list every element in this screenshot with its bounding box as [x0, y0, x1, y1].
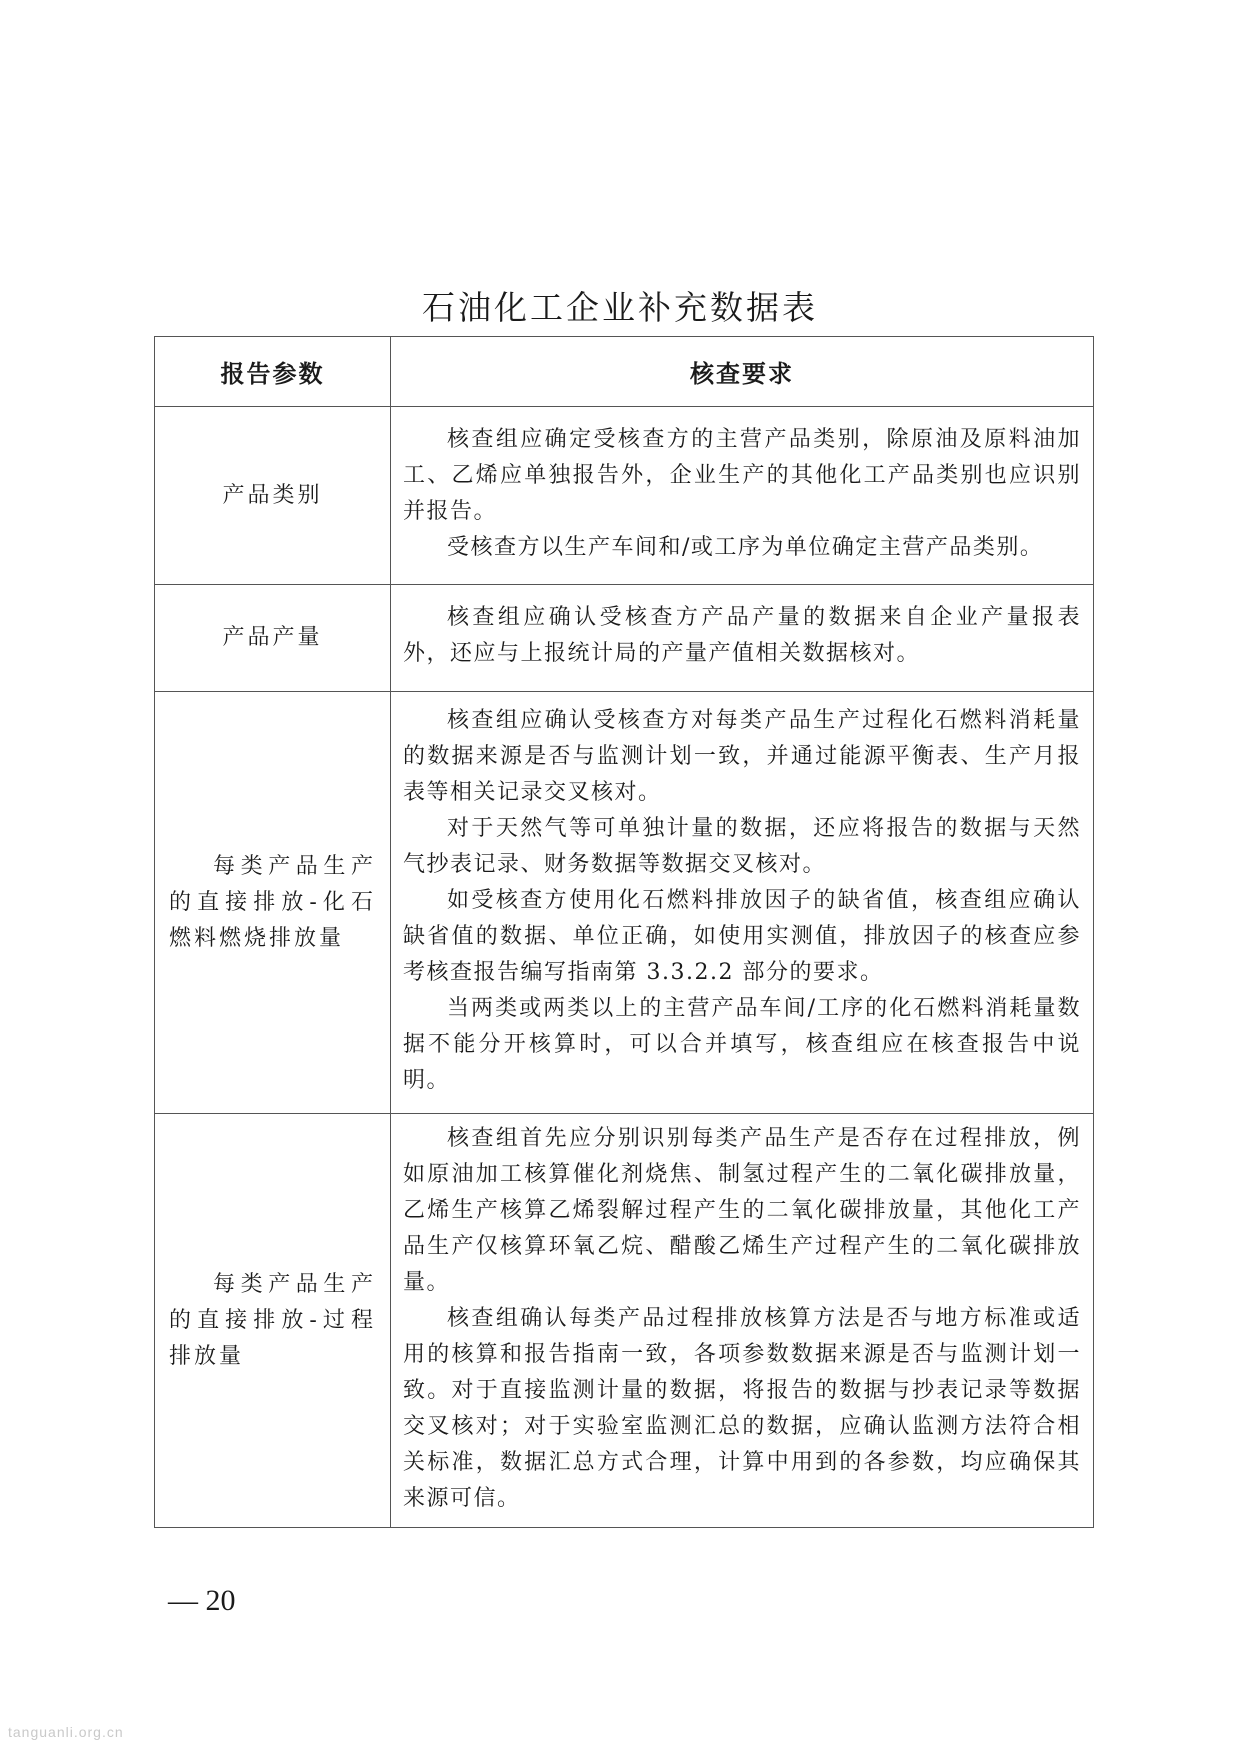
table-header-row: [155, 337, 1094, 407]
requirement-cell: [391, 1114, 1094, 1528]
requirement-paragraph: 核查组应确定受核查方的主营产品类别，除原油及原料油加工、乙烯应单独报告外，企业生产的其他化工产品类别也应识别并报告。: [403, 426, 1081, 524]
header-verification-requirement: 核查要求: [391, 337, 1094, 407]
param-fossil-fuel-emission: 每类产品生产的直接排放-化石燃料燃烧排放量: [169, 853, 376, 951]
requirement-paragraph: 核查组首先应分别识别每类产品生产是否存在过程排放，例如原油加工核算催化剂烧焦、制氢过程产生的二氧化碳排放量，乙烯生产核算乙烯裂解过程产生的二氧化碳排放量，其他化工产品生产仅核算环氧乙烷、醋酸乙烯生产过程产生的二氧化碳排放量。: [403, 1125, 1081, 1295]
page-number: — 20: [168, 1584, 236, 1617]
requirement-paragraph: 受核查方以生产车间和/或工序为单位确定主营产品类别。: [447, 534, 1044, 560]
table-row: [155, 585, 1094, 692]
requirement-cell: [391, 407, 1094, 585]
requirement-cell: [391, 692, 1094, 1114]
header-report-parameter: 报告参数: [155, 337, 391, 407]
requirement-cell: [391, 585, 1094, 692]
requirement-paragraph: 核查组应确认受核查方产品产量的数据来自企业产量报表外，还应与上报统计局的产量产值相关数据核对。: [403, 605, 1081, 666]
param-process-emission-cell: [155, 1114, 391, 1528]
table-row: [155, 407, 1094, 585]
table-row: [155, 1114, 1094, 1528]
requirement-paragraph: 核查组应确认受核查方对每类产品生产过程化石燃料消耗量的数据来源是否与监测计划一致，并通过能源平衡表、生产月报表等相关记录交叉核对。: [403, 707, 1081, 805]
requirement-paragraph: 核查组确认每类产品过程排放核算方法是否与地方标准或适用的核算和报告指南一致，各项参数数据来源是否与监测计划一致。对于直接监测计量的数据，将报告的数据与抄表记录等数据交叉核对；对于实验室监测汇总的数据，应确认监测方法符合相关标准，数据汇总方式合理，计算中用到的各参数，均应确保其来源可信。: [403, 1305, 1081, 1511]
table-row: [155, 692, 1094, 1114]
requirement-paragraph: 如受核查方使用化石燃料排放因子的缺省值，核查组应确认缺省值的数据、单位正确，如使用实测值，排放因子的核查应参考核查报告编写指南第 3.3.2.2 部分的要求。: [403, 887, 1081, 985]
watermark: tanguanli.org.cn: [8, 1724, 124, 1740]
requirement-paragraph: 当两类或两类以上的主营产品车间/工序的化石燃料消耗量数据不能分开核算时，可以合并填写，核查组应在核查报告中说明。: [403, 995, 1081, 1093]
param-product-output: 产品产量: [155, 585, 391, 692]
supplementary-data-table: [154, 336, 1094, 1528]
requirement-paragraph: 对于天然气等可单独计量的数据，还应将报告的数据与天然气抄表记录、财务数据等数据交叉核对。: [403, 815, 1081, 877]
param-product-category: 产品类别: [155, 407, 391, 585]
param-process-emission: 每类产品生产的直接排放-过程排放量: [169, 1271, 376, 1369]
document-title: 石油化工企业补充数据表: [422, 288, 818, 327]
param-fossil-fuel-emission-cell: [155, 692, 391, 1114]
